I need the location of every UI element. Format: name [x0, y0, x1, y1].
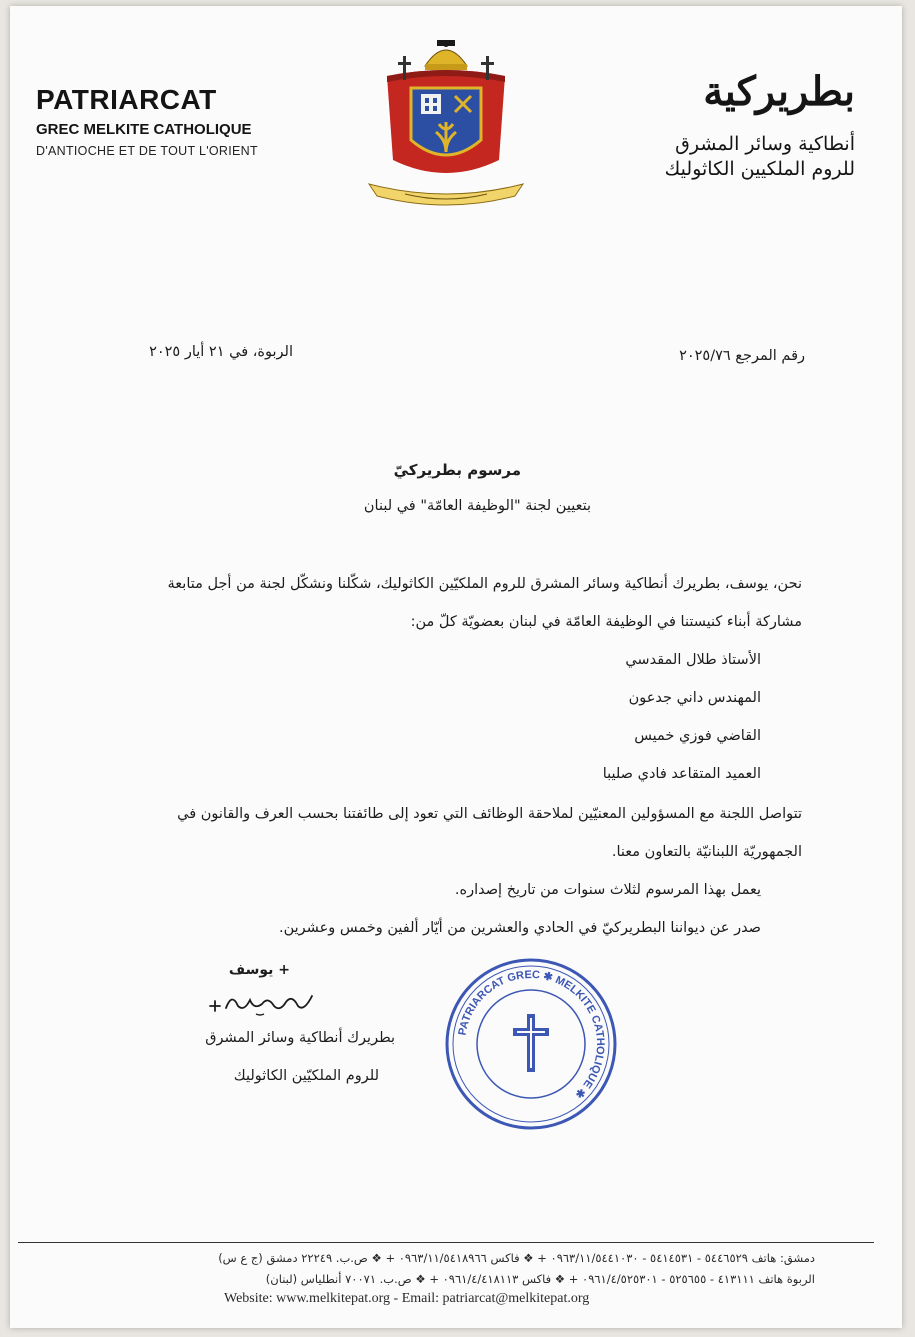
reference-number: رقم المرجع ٢٠٢٥/٧٦ — [679, 348, 805, 364]
committee-member: القاضي فوزي خميس — [634, 728, 761, 744]
arabic-subtitle: أنطاكية وسائر المشرق — [675, 133, 855, 155]
footer-contact-damascus: دمشق: هاتف ٥٤٤٦٥٢٩ - ٥٤١٤٥٣١ - ٠٩٦٣/١١/٥٤٤١٠٣٠ + ❖ فاكس ٠٩٦٣/١١/٥٤١٨٩٦٦ + ❖ ص.ب. ٢٢٢٤٩ دمشق (ج ع س) — [218, 1251, 815, 1265]
footer-web-email: Website: www.melkitepat.org - Email: patriarcat@melkitepat.org — [224, 1291, 590, 1306]
signatory-name: + يوسف — [228, 962, 290, 978]
decree-title: مرسوم بطريركيّ — [393, 461, 521, 479]
footer-divider — [18, 1242, 874, 1243]
arabic-subtitle-2: للروم الملكيين الكاثوليك — [664, 158, 855, 180]
body-paragraph: تتواصل اللجنة مع المسؤولين المعنيّين لملاحقة الوظائف التي تعود إلى طائفتنا بحسب العرف والقانون في — [177, 806, 802, 822]
arabic-title: بطريركية — [703, 68, 855, 115]
latin-subtitle: GREC MELKITE CATHOLIQUE — [36, 121, 252, 138]
decree-subtitle: بتعيين لجنة "الوظيفة العامّة" في لبنان — [363, 498, 591, 514]
committee-member: الأستاذ طلال المقدسي — [625, 652, 761, 668]
latin-title: PATRIARCAT — [36, 84, 217, 115]
patriarchate-seal-stamp — [441, 954, 621, 1134]
latin-subtitle-2: D'ANTIOCHE ET DE TOUT L'ORIENT — [36, 144, 258, 158]
place-date: الربوة، في ٢١ أيار ٢٠٢٥ — [149, 344, 293, 360]
committee-member: المهندس داني جدعون — [628, 690, 761, 706]
body-paragraph: الجمهوريّة اللبنانيّة بالتعاون معنا. — [611, 844, 802, 860]
signatory-title: للروم الملكيّين الكاثوليك — [233, 1068, 379, 1084]
body-paragraph: مشاركة أبناء كنيستنا في الوظيفة العامّة في لبنان بعضويّة كلّ من: — [410, 614, 802, 630]
svg-text:PATRIARCAT GREC ✱ MELKITE CATH: PATRIARCAT GREC ✱ MELKITE CATHOLIQUE ✱ — [456, 968, 607, 1101]
signatory-title: بطريرك أنطاكية وسائر المشرق — [205, 1030, 395, 1046]
footer-contact-rabweh: الربوة هاتف ٤١٣١١١ - ٥٢٥٦٥٥ - ٠٩٦١/٤/٥٢٥٣٠١ + ❖ فاكس ٠٩٦١/٤/٤١٨١١٣ + ❖ ص.ب. ٧٠٠٧١ أنطلياس (لبنان) — [265, 1272, 815, 1286]
patriarchal-crest-emblem — [365, 36, 527, 212]
body-paragraph: صدر عن ديواننا البطريركيّ في الحادي والعشرين من أيّار ألفين وخمس وعشرين. — [279, 920, 761, 936]
body-paragraph: نحن، يوسف، بطريرك أنطاكية وسائر المشرق للروم الملكيّين الكاثوليك، شكّلنا ونشكّل لجنة من أجل متابعة — [167, 576, 802, 592]
committee-member: العميد المتقاعد فادي صليبا — [602, 766, 761, 782]
handwritten-signature — [206, 982, 316, 1018]
body-paragraph: يعمل بهذا المرسوم لثلاث سنوات من تاريخ إصداره. — [454, 882, 761, 898]
